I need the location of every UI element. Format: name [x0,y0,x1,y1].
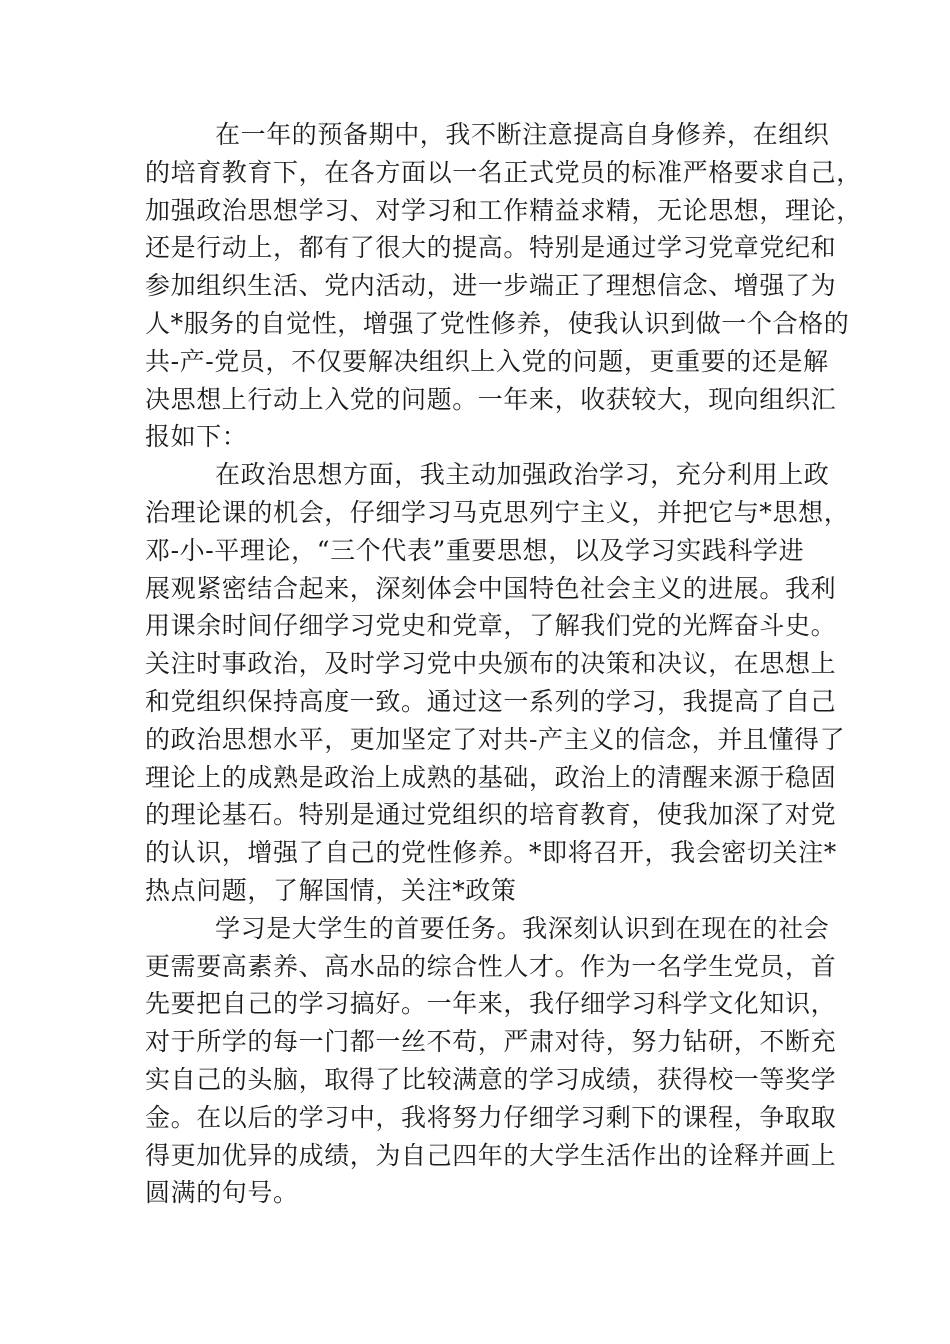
paragraph-line: 的政治思想水平，更加坚定了对共-产主义的信念，并且懂得了 [145,724,846,754]
paragraph-line: 学习是大学生的首要任务。我深刻认识到在现在的社会 [215,913,830,943]
paragraph-line: 热点问题，了解国情，关注*政策 [145,875,517,905]
paragraph-line: 得更加优异的成绩，为自己四年的大学生活作出的诠释并画上 [145,1140,837,1170]
paragraph-line: 参加组织生活、党内活动，进一步端正了理想信念、增强了为 [145,271,837,301]
paragraph-line: 展观紧密结合起来，深刻体会中国特色社会主义的进展。我利 [145,573,837,603]
paragraph-line: 加强政治思想学习、对学习和工作精益求精，无论思想，理论， [145,195,862,225]
paragraph-line: 更需要高素养、高水品的综合性人才。作为一名学生党员，首 [145,951,837,981]
paragraph-line: 的理论基石。特别是通过党组织的培育教育，使我加深了对党 [145,800,837,830]
paragraph-line: 对于所学的每一门都一丝不苟，严肃对待，努力钻研，不断充 [145,1027,837,1057]
paragraph-line: 关注时事政治，及时学习党中央颁布的决策和决议，在思想上 [145,649,837,679]
paragraph-line: 在一年的预备期中，我不断注意提高自身修养，在组织 [215,120,830,149]
paragraph-line: 先要把自己的学习搞好。一年来，我仔细学习科学文化知识， [145,989,837,1019]
paragraph-line: 决思想上行动上入党的问题。一年来，收获较大，现向组织汇 [145,384,837,414]
paragraph-line: 共-产-党员，不仅要解决组织上入党的问题，更重要的还是解 [145,346,829,376]
paragraph-probation-summary [145,116,862,456]
paragraph-line: 用课余时间仔细学习党史和党章，了解我们党的光辉奋斗史。 [145,611,837,641]
paragraph-line: 金。在以后的学习中，我将努力仔细学习剩下的课程，争取取 [145,1102,837,1132]
paragraph-line: 还是行动上，都有了很大的提高。特别是通过学习党章党纪和 [145,233,837,263]
paragraph-line: 在政治思想方面，我主动加强政治学习，充分利用上政 [215,460,830,490]
paragraph-line: 的培育教育下，在各方面以一名正式党员的标准严格要求自己， [145,157,862,187]
paragraph-political-thought [145,456,850,910]
paragraph-line: 报如下： [145,422,248,452]
paragraph-line: 邓-小-平理论，“三个代表”重要思想，以及学习实践科学进 [145,535,805,565]
paragraph-line: 人*服务的自觉性，增强了党性修养，使我认识到做一个合格的 [145,308,850,338]
paragraph-line: 理论上的成熟是政治上成熟的基础，政治上的清醒来源于稳固 [145,762,837,792]
paragraph-line: 实自己的头脑，取得了比较满意的学习成绩，获得校一等奖学 [145,1064,837,1094]
paragraph-study [145,910,837,1212]
paragraph-line: 的认识，增强了自己的党性修养。*即将召开，我会密切关注* [145,838,837,868]
paragraph-line: 治理论课的机会，仔细学习马克思列宁主义，并把它与*思想， [145,497,850,527]
paragraph-line: 圆满的句号。 [145,1178,299,1208]
document-body [145,116,862,1212]
paragraph-line: 和党组织保持高度一致。通过这一系列的学习，我提高了自己 [145,686,837,716]
